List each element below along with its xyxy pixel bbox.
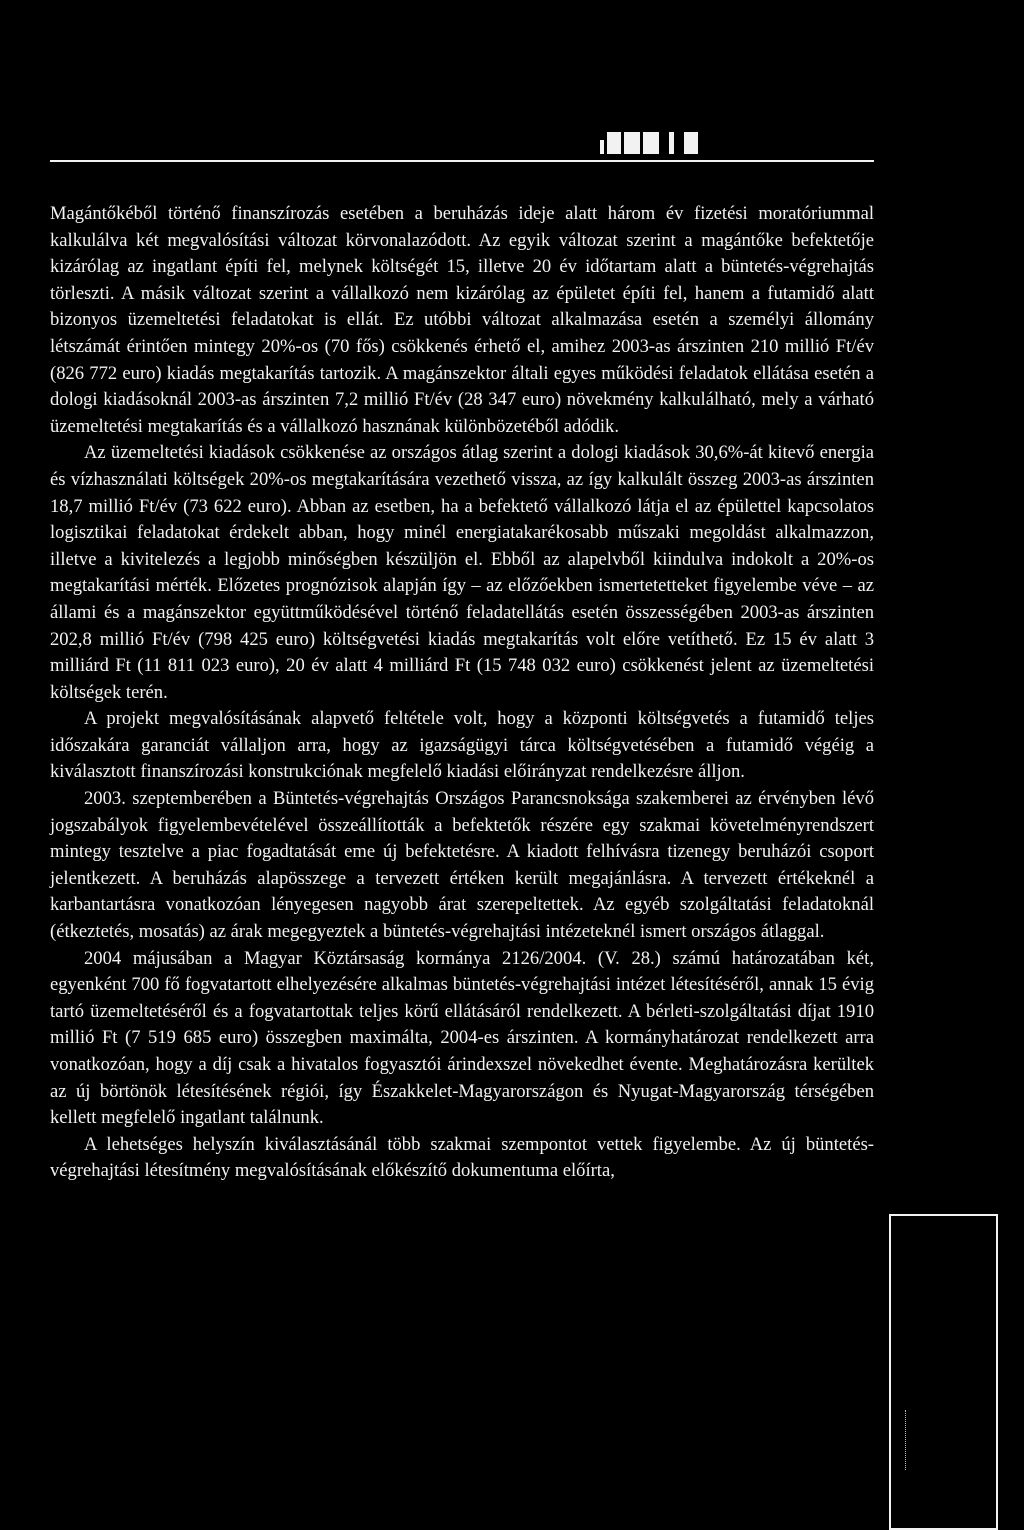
paragraph-5: 2004 májusában a Magyar Köztársaság kormánya 2126/2004. (V. 28.) számú határozatában két, egyenként 700 fő fogvatartott elhelyezésére alkalmas büntetés-végrehajtási intézet létesítéséről, annak 15 évig tartó üzemeltetéséről és a fogvatartottak teljes körű ellátásáról rendelkezett. A bérleti-szolgáltatási díjat 1910 millió Ft (7 519 685 euro) összegben maximálta, 2004-es árszinten. A kormányhatározat rendelkezett arra vonatkozóan, hogy a díj csak a hivatalos fogyasztói árindexszel növekedhet évente. Meghatározásra kerültek az új börtönök létesítésének régiói, így Északkelet-Magyarországon és Nyugat-Magyarország térségében kellett megfelelő ingatlant találnunk. bbox=[50, 947, 874, 1129]
margin-box-mark bbox=[905, 1410, 907, 1470]
paragraph-2: Az üzemeltetési kiadások csökkenése az országos átlag szerint a dologi kiadások 30,6%-át kitevő energia és vízhasználati költségek 20%-os megtakarítására vezethető vissza, az így kalkulált összeg 2003-as árszinten 18,7 millió Ft/év (73 622 euro). Abban az esetben, ha a befektető vállalkozó látja el az épülettel kapcsolatos logisztikai feladatokat érdekelt abban, hogy minél energiatakarékosabb műszaki megoldást alkalmazzon, illetve a kivitelezés a legjobb minőségben készüljön el. Ebből az alapelvből kiindulva indokolt a 20%-os megtakarítási mérték. Előzetes prognózisok alapján így – az előzőekben ismertetetteket figyelembe véve – az állami és a magánszektor együttműködésével történő feladatellátás esetén összességében 2003-as árszinten 202,8 millió Ft/év (798 425 euro) költségvetési kiadás megtakarítás volt előre vetíthető. Ez 15 év alatt 3 milliárd Ft (11 811 023 euro), 20 év alatt 4 milliárd Ft (15 748 032 euro) csökkenést jelent az üzemeltetési költségek terén. bbox=[50, 442, 874, 703]
document-body bbox=[50, 201, 874, 1185]
paragraph-4: 2003. szeptemberében a Büntetés-végrehajtás Országos Parancsnoksága szakemberei az érvényben lévő jogszabályok figyelembevételével összeállították a befektetők részére egy szakmai követelményrendszert mintegy tesztelve a piac fogadtatását eme új befektetésre. A kiadott felhívásra tizenegy beruházói csoport jelentkezett. A beruházás alapösszege a tervezett értéken került megajánlásra. A tervezett értékeknél a karbantartásra vonatkozóan lényegesen nagyobb árat szerepeltettek. Az egyéb szolgáltatási feladatoknál (étkeztetés, mosatás) az árak megegyeztek a büntetés-végrehajtási intézeteknél ismert országos átlaggal. bbox=[50, 788, 874, 943]
paragraph-1: Magántőkéből történő finanszírozás esetében a beruházás ideje alatt három év fizetési moratóriummal kalkulálva két megvalósítási változat körvonalazódott. Az egyik változat szerint a magántőke befektetője kizárólag az ingatlant építi fel, melynek költségét 15, illetve 20 év időtartam alatt a büntetés-végrehajtás törleszti. A másik változat szerint a vállalkozó nem kizárólag az épületet építi fel, hanem a futamidő alatt bizonyos üzemeltetési feladatokat is ellát. Ez utóbbi változat alkalmazása esetén a személyi állomány létszámát érintően mintegy 20%-os (70 fős) csökkenés érhető el, amihez 2003-as árszinten 210 millió Ft/év (826 772 euro) kiadás megtakarítás tartozik. A magánszektor általi egyes működési feladatok ellátása esetén a dologi kiadásoknál 2003-as árszinten 7,2 millió Ft/év (28 347 euro) növekmény kalkulálható, mely a várható üzemeltetési megtakarítás és a vállalkozó hasznának különbözetéből adódik. bbox=[50, 203, 874, 437]
paragraph-6: A lehetséges helyszín kiválasztásánál több szakmai szempontot vettek figyelembe. Az új büntetés-végrehajtási létesítmény megvalósításának előkészítő dokumentuma előírta, bbox=[50, 1133, 874, 1182]
header-logo-mark bbox=[600, 132, 710, 154]
margin-box bbox=[889, 1214, 998, 1530]
paragraph-3: A projekt megvalósításának alapvető feltétele volt, hogy a központi költségvetés a futamidő teljes időszakára garanciát vállaljon arra, hogy az igazságügyi tárca költségvetésében a futamidő végéig a kiválasztott finanszírozási konstrukciónak megfelelő kiadási előirányzat rendelkezésre álljon. bbox=[50, 708, 874, 783]
header-rule bbox=[50, 160, 874, 162]
